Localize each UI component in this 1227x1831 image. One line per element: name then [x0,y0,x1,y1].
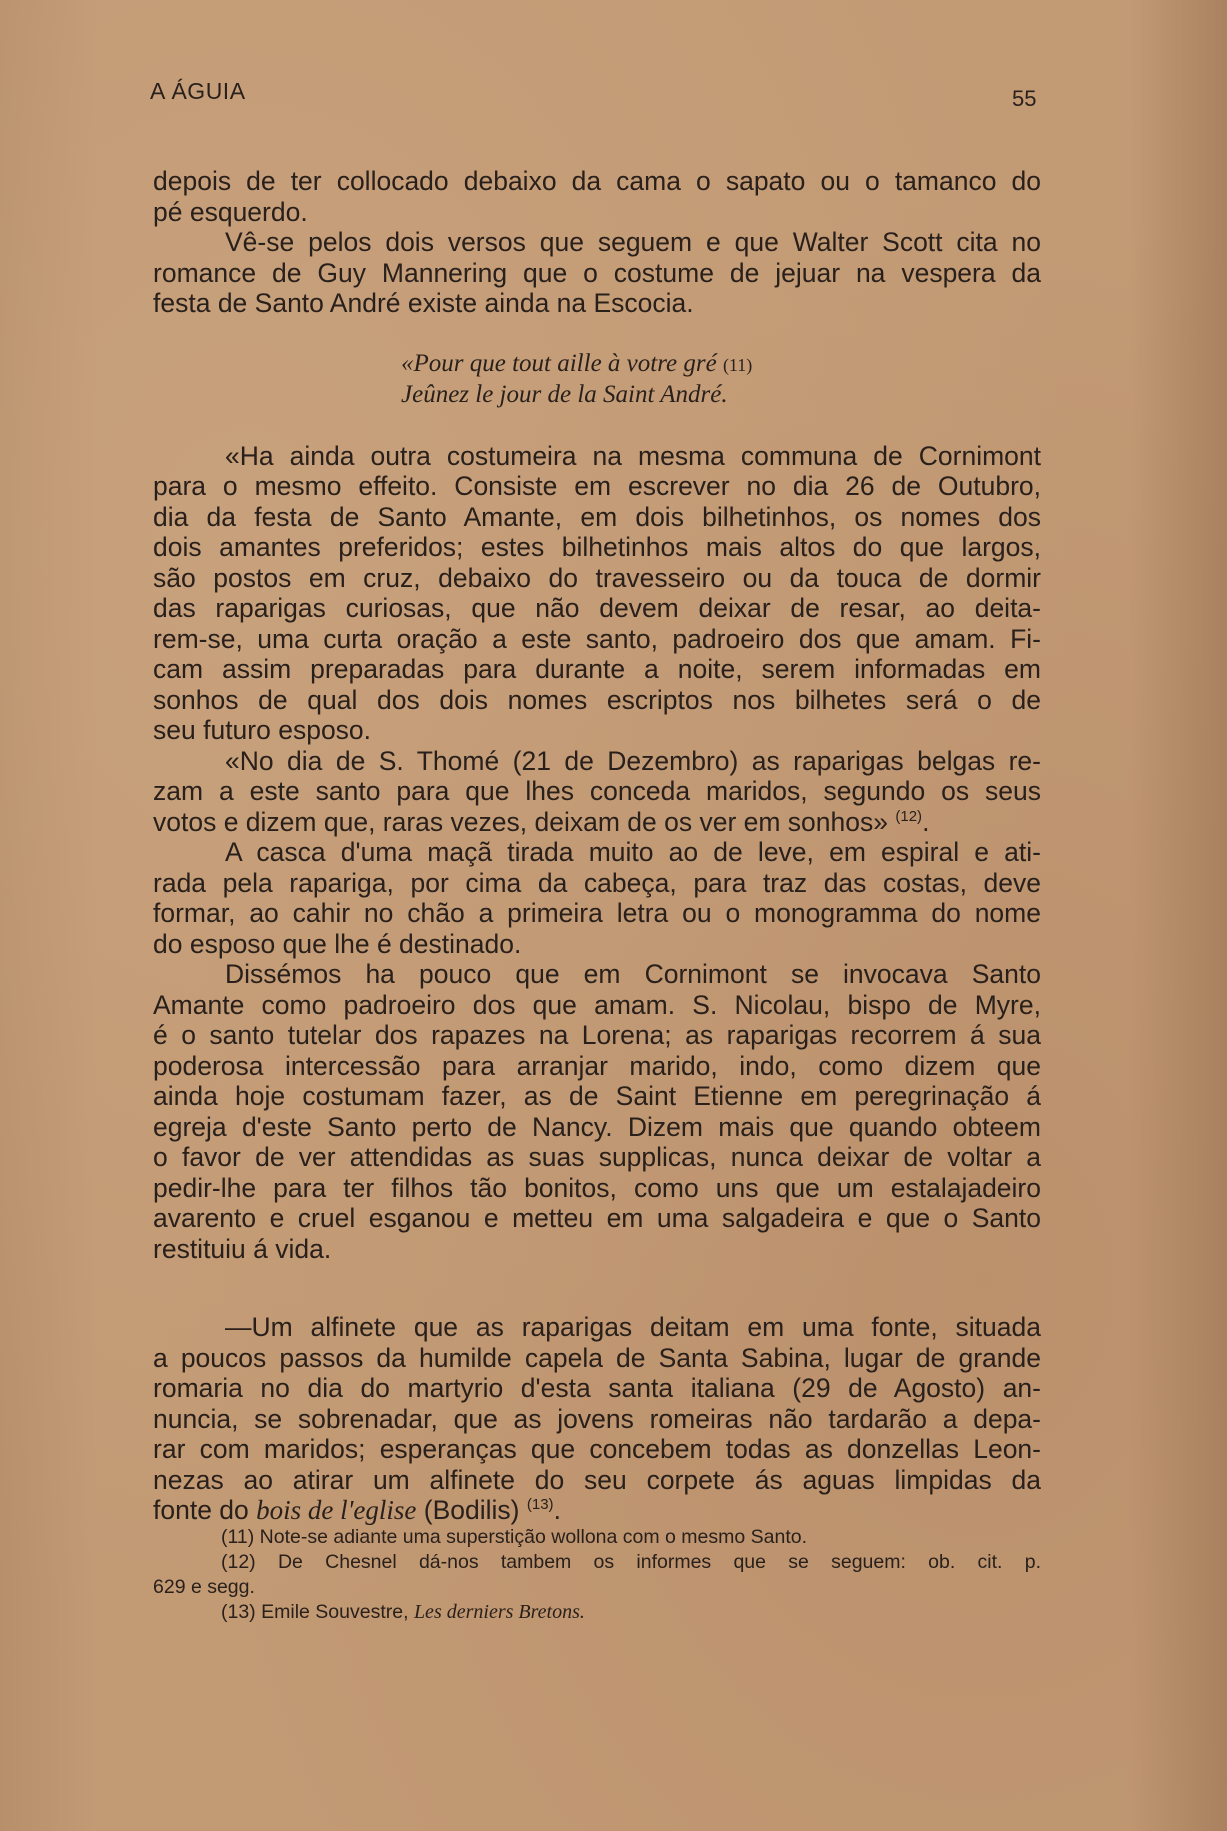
text-line: festa de Santo André existe ainda na Escocia. [153,288,694,318]
text-line: Vê-se pelos dois versos que seguem e que Walter Scott cita no [225,227,1041,257]
text-line: egreja d'este Santo perto de Nancy. Dizem mais que quando obteem [153,1111,1041,1142]
text-line: restituiu á vida. [153,1233,332,1264]
text-line: é o santo tutelar dos rapazes na Lorena; as raparigas recorrem á sua [153,1020,1041,1050]
text-line [153,807,1041,838]
page-number: 55 [1012,86,1037,111]
text-line: Dissémos ha pouco que em Cornimont se invocava Santo [225,959,1041,989]
footnote-text: De Chesnel dá-nos tambem os informes que se seguem: ob. cit. p. [277,1551,1041,1573]
text-segment: fonte do [153,1495,249,1525]
footnote-text: Emile Souvestre, [261,1601,409,1623]
text-line: romance de Guy Mannering que o costume de jejuar na vespera da [153,257,1041,288]
running-head: A ÁGUIA [150,78,246,104]
text-line: seu futuro esposo. [153,715,372,745]
footnote-mark: (13) [221,1601,256,1623]
text-line: romaria no dia do martyrio d'esta santa italiana (29 de Agosto) an- [153,1373,1041,1403]
footnote-12-continuation: 629 e segg. [153,1576,255,1598]
footnote-11 [153,1525,1041,1550]
text-line: «No dia de S. Thomé (21 de Dezembro) as raparigas belgas re- [225,745,1041,776]
footnotes [153,1525,1041,1625]
text-line: A casca d'uma maçã tirada muito ao de leve, em espiral e ati- [225,837,1041,867]
text-line: dia da festa de Santo Amante, em dois bilhetinhos, os nomes dos [153,501,1041,532]
text-line: cam assim preparadas para durante a noite, serem informadas em [153,654,1041,684]
text-segment: . [922,806,930,837]
text-line: nezas ao atirar um alfinete do seu corpete ás aguas limpidas da [153,1464,1041,1495]
text-segment: . [553,1495,561,1525]
text-line: rada pela rapariga, por cima da cabeça, para traz das costas, deve [153,867,1041,898]
text-line: das raparigas curiosas, que não devem deixar de resar, ao deita- [153,593,1041,623]
text-line: para o mesmo effeito. Consiste em escrever no dia 26 de Outubro, [153,471,1041,501]
footnote-ref: (13) [526,1496,554,1514]
text-segment: (Bodilis) [423,1495,520,1525]
text-line: formar, ao cahir no chão a primeira letra ou o monogramma do nome [153,898,1041,928]
text-line: rem-se, uma curta oração a este santo, padroeiro dos que amam. Fi- [153,623,1041,654]
text-line: Amante como padroeiro dos que amam. S. Nicolau, bispo de Myre, [153,989,1041,1020]
text-line: «Ha ainda outra costumeira na mesma communa de Cornimont [225,440,1041,471]
italic-title: bois de l'eglise [256,1495,417,1525]
footnote-ref: (12) [895,807,923,825]
footnote-text: Note-se adiante uma superstição wollona com o mesmo Santo. [259,1526,808,1548]
text-line: são postos em cruz, debaixo do travesseiro ou da touca de dormir [153,562,1041,593]
text-line: ainda hoje costumam fazer, as de Saint Etienne em peregrinação á [153,1081,1041,1111]
text-line: avarento e cruel esganou e metteu em uma salgadeira e que o Santo [153,1203,1041,1233]
footnote-italic-title: Les derniers Bretons. [413,1601,585,1623]
text-line: nuncia, se sobrenadar, que as jovens romeiras não tardarão a depa- [153,1403,1041,1434]
text-line: o favor de ver attendidas as suas supplicas, nunca deixar de voltar a [153,1142,1041,1172]
verse-line [153,349,1041,381]
text-line: pé esquerdo. [153,196,308,227]
text-line: a poucos passos da humilde capela de Santa Sabina, lugar de grande [153,1342,1041,1373]
text-line: rar com maridos; esperanças que concebem todas as donzellas Leon- [153,1434,1041,1464]
footnote-12 [153,1550,1041,1575]
text-line: dois amantes preferidos; estes bilhetinhos mais altos do que largos, [153,532,1041,562]
text-line: —Um alfinete que as raparigas deitam em uma fonte, situada [225,1312,1041,1342]
footnote-mark: (11) [221,1526,255,1548]
text-line: depois de ter collocado debaixo da cama o sapato ou o tamanco do [153,166,1041,196]
text-line: pedir-lhe para ter filhos tão bonitos, como uns que um estalajadeiro [153,1172,1041,1203]
text-line: sonhos de qual dos dois nomes escriptos nos bilhetes será o de [153,684,1041,715]
text-line: zam a este santo para que lhes conceda maridos, segundo os seus [153,776,1041,806]
text-line: poderosa intercessão para arranjar marido, indo, como dizem que [153,1050,1041,1081]
body-text [153,166,1041,1526]
text-line [153,1495,1041,1526]
footnote-mark: (12) [221,1551,256,1573]
verse-line: Jeûnez le jour de la Saint André. [401,381,728,408]
text-line: do esposo que lhe é destinado. [153,928,522,959]
verse-text: «Pour que tout aille à votre gré [401,349,717,377]
footnote-13 [153,1600,1041,1625]
footnote-ref: (11) [722,354,753,375]
text-segment: votos e dizem que, raras vezes, deixam de os ver em sonhos» [153,806,888,837]
